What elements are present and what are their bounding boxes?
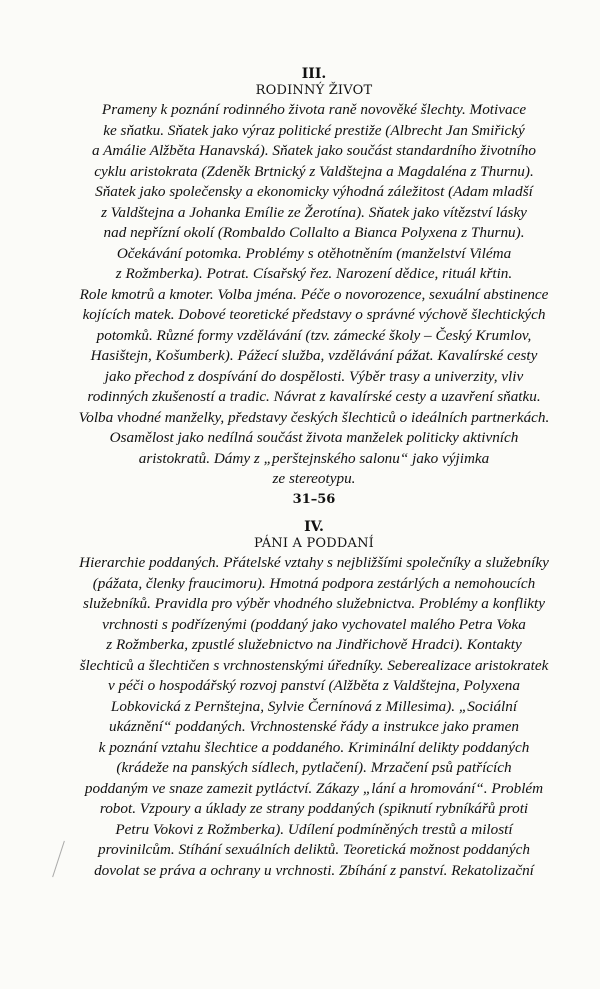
- chapter-numeral: III.: [301, 66, 327, 82]
- synopsis-line: (pážata, členky fraucimoru). Hmotná podpora zestárlých a nemohoucích: [92, 574, 536, 592]
- page-range: 31–56: [292, 491, 336, 507]
- chapter-numeral: IV.: [304, 519, 324, 535]
- synopsis-line: z Valdštejna a Johanka Emílie ze Žerotína). Sňatek jako vítězství lásky: [101, 203, 527, 221]
- chapter-synopsis: [40, 100, 588, 490]
- synopsis-line: Sňatek jako společensky a ekonomicky výhodná záležitost (Adam mladší: [95, 183, 533, 200]
- synopsis-line: kojících matek. Dobové teoretické představy o správné výchově šlechtických: [82, 306, 546, 323]
- synopsis-line: (krádeže na panských sídlech, pytlačení). Mrzačení psů patřících: [116, 759, 512, 776]
- synopsis-line: Hasištejn, Košumberk). Pážecí služba, vzdělávání pážat. Kavalírské cesty: [90, 347, 538, 364]
- chapter-synopsis: [40, 553, 588, 881]
- synopsis-line: Role kmotrů a kmoter. Volba jména. Péče o novorozence, sexuální abstinence: [79, 285, 549, 303]
- synopsis-line: rodinných zkušeností a tradic. Návrat z kavalírské cesty a uzavření sňatku.: [87, 388, 541, 405]
- chapter-section-iii: [40, 66, 588, 510]
- synopsis-line: služebníků. Pravidla pro výběr vhodného služebnictva. Problémy a konflikty: [83, 595, 545, 612]
- synopsis-line: Hierarchie poddaných. Přátelské vztahy s nejbližšími společníky a služebníky: [79, 554, 549, 571]
- synopsis-line: poddaným ve snaze zamezit pytláctví. Zákazy „lání a hromování“. Problém: [84, 779, 544, 797]
- synopsis-line: vrchnosti s podřízenými (poddaný jako vychovatel malého Petra Voka: [102, 615, 526, 633]
- synopsis-line: ukáznění“ poddaných. Vrchnostenské řády a instrukce jako pramen: [109, 718, 519, 735]
- chapter-section-iv: [40, 519, 588, 881]
- synopsis-line: Osamělost jako nedílná součást života manželek politicky aktivních: [109, 429, 519, 446]
- synopsis-line: šlechticů a šlechtičen s vrchnostenskými úředníky. Seberealizace aristokratek: [79, 656, 549, 674]
- synopsis-line: Prameny k poznání rodinného života raně novověké šlechty. Motivace: [101, 101, 527, 118]
- synopsis-line: k poznání vztahu šlechtice a poddaného. Kriminální delikty poddaných: [98, 738, 530, 756]
- synopsis-line: z Rožmberka, zpustlé služebnictvo na Jindřichově Hradci). Kontakty: [106, 636, 522, 653]
- synopsis-line: Volba vhodné manželky, představy českých šlechticů o ideálních partnerkách.: [78, 408, 550, 426]
- synopsis-line: robot. Vzpoury a úklady ze strany poddaných (spiknutí rybníkářů proti: [99, 800, 529, 817]
- chapter-title: PÁNI A PODDANÍ: [253, 536, 375, 551]
- synopsis-line: dovolat se práva a ochrany u vrchnosti. Zbíhání z panství. Rekatolizační: [94, 861, 534, 879]
- synopsis-line: potomků. Různé formy vzdělávání (tzv. zámecké školy – Český Krumlov,: [96, 326, 532, 344]
- synopsis-line: ze stereotypu.: [272, 470, 356, 487]
- synopsis-line: v péči o hospodářský rozvoj panství (Alžběta z Valdštejna, Polyxena: [108, 677, 520, 694]
- synopsis-line: z Rožmberka). Potrat. Císařský řez. Narození dědice, rituál křtin.: [115, 265, 513, 282]
- synopsis-line: aristokratů. Dámy z „perštejnského salonu“ jako výjimka: [138, 449, 490, 467]
- synopsis-line: provinilcům. Stíhání sexuálních deliktů. Teoretická možnost poddaných: [98, 841, 530, 858]
- synopsis-line: cyklu aristokrata (Zdeněk Brtnický z Valdštejna a Magdaléna z Thurnu).: [94, 162, 534, 180]
- chapter-title: RODINNÝ ŽIVOT: [255, 83, 373, 98]
- synopsis-line: jako přechod z dospívání do dospělosti. Výběr trasy a univerzity, vliv: [104, 367, 524, 385]
- synopsis-line: a Amálie Alžběta Hanavská). Sňatek jako součást standardního životního: [92, 142, 536, 159]
- synopsis-line: ke sňatku. Sňatek jako výraz politické prestiže (Albrecht Jan Smiřický: [103, 121, 525, 139]
- synopsis-line: Očekávání potomka. Problémy s otěhotněním (manželství Viléma: [116, 244, 512, 262]
- synopsis-line: Lobkovická z Pernštejna, Sylvie Černínová z Millesima). „Sociální: [110, 697, 518, 715]
- synopsis-line: nad nepřízní okolí (Rombaldo Collalto a Bianca Polyxena z Thurnu).: [103, 224, 525, 241]
- synopsis-line: Petru Vokovi z Rožmberka). Udílení podmíněných trestů a milostí: [115, 820, 513, 838]
